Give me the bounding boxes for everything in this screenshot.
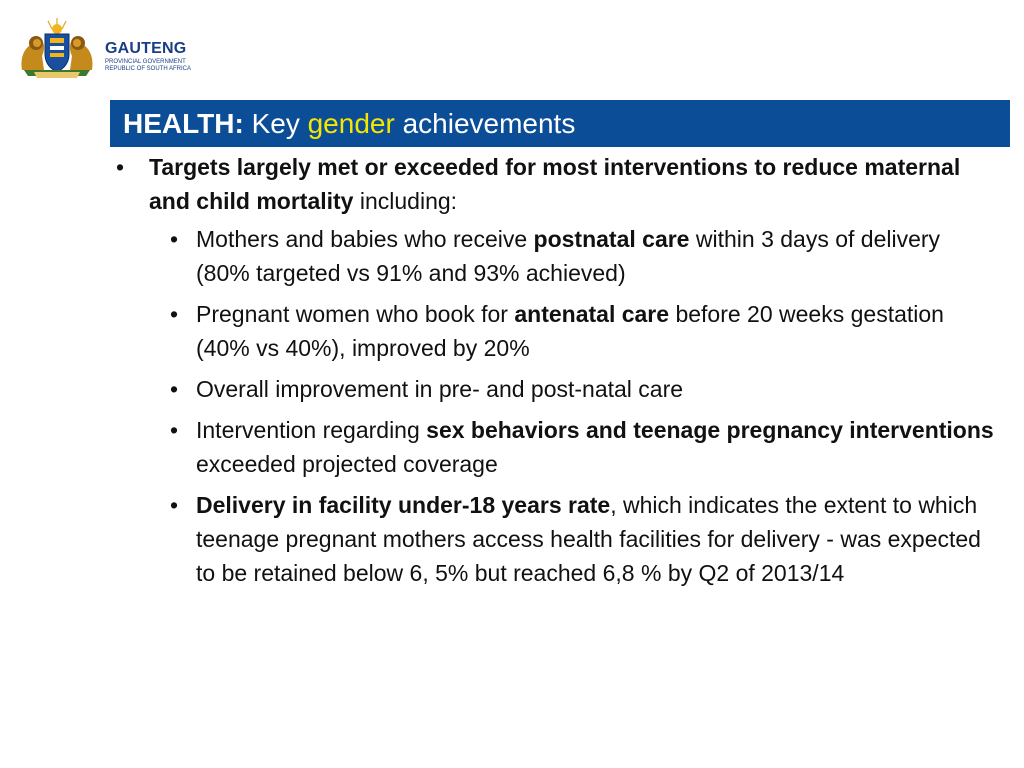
logo-subtitle-1: PROVINCIAL GOVERNMENT xyxy=(105,59,186,65)
list-item-bold: postnatal care xyxy=(533,226,690,252)
slide-title xyxy=(110,100,1010,147)
gauteng-logo xyxy=(14,14,196,80)
list-item-bold: Delivery in facility under-18 years rate xyxy=(196,492,611,518)
main-bullet-text xyxy=(149,150,998,218)
list-item xyxy=(158,222,998,290)
list-item-bold: sex behaviors and teenage pregnancy interventions xyxy=(426,417,994,443)
bullet-marker: • xyxy=(170,376,179,402)
list-item-bold: antenatal care xyxy=(514,301,670,327)
list-item xyxy=(158,297,998,365)
title-bold: HEALTH: xyxy=(123,107,244,139)
list-item-pre: Mothers and babies who receive xyxy=(196,226,534,252)
main-bullet-rest: including: xyxy=(353,188,458,214)
main-bullet xyxy=(108,150,998,218)
main-bullet-bold: Targets largely met or exceeded for most interventions to reduce maternal and child mortality xyxy=(149,154,961,214)
list-item xyxy=(158,413,998,481)
bullet-marker: • xyxy=(170,417,179,443)
list-item-text xyxy=(196,488,998,590)
list-item xyxy=(158,372,998,406)
list-item-text xyxy=(196,413,998,481)
list-item-text xyxy=(196,372,998,406)
logo-name: GAUTENG xyxy=(105,40,187,57)
list-item-pre: Pregnant women who book for xyxy=(196,301,515,327)
list-item-text xyxy=(196,222,998,290)
bullet-marker: • xyxy=(170,492,179,518)
title-key: Key xyxy=(251,107,300,139)
list-item-pre: Intervention regarding xyxy=(196,417,427,443)
title-rest: achievements xyxy=(402,107,576,139)
list-item-pre: Overall improvement in pre- and post-natal care xyxy=(196,376,684,402)
logo-subtitle-2: REPUBLIC OF SOUTH AFRICA xyxy=(105,66,192,72)
coat-of-arms-icon xyxy=(14,14,100,80)
list-item-text xyxy=(196,297,998,365)
list-item-post: , which indicates the extent to which teenage pregnant mothers access health facilities for delivery - was expected to be retained below 6, 5% but reached 6,8 % by Q2 of 2013/14 xyxy=(196,492,981,586)
list-item-post: within 3 days of delivery (80% targeted vs 91% and 93% achieved) xyxy=(196,226,941,286)
bullet-marker: • xyxy=(170,301,179,327)
bullet-marker: • xyxy=(116,154,125,180)
title-highlight: gender xyxy=(307,107,395,139)
sub-bullet-list xyxy=(108,222,998,590)
list-item-post: exceeded projected coverage xyxy=(196,451,498,477)
list-item xyxy=(158,488,998,590)
list-item-post: before 20 weeks gestation (40% vs 40%), improved by 20% xyxy=(196,301,944,361)
slide-body xyxy=(108,150,998,597)
bullet-marker: • xyxy=(170,226,179,252)
